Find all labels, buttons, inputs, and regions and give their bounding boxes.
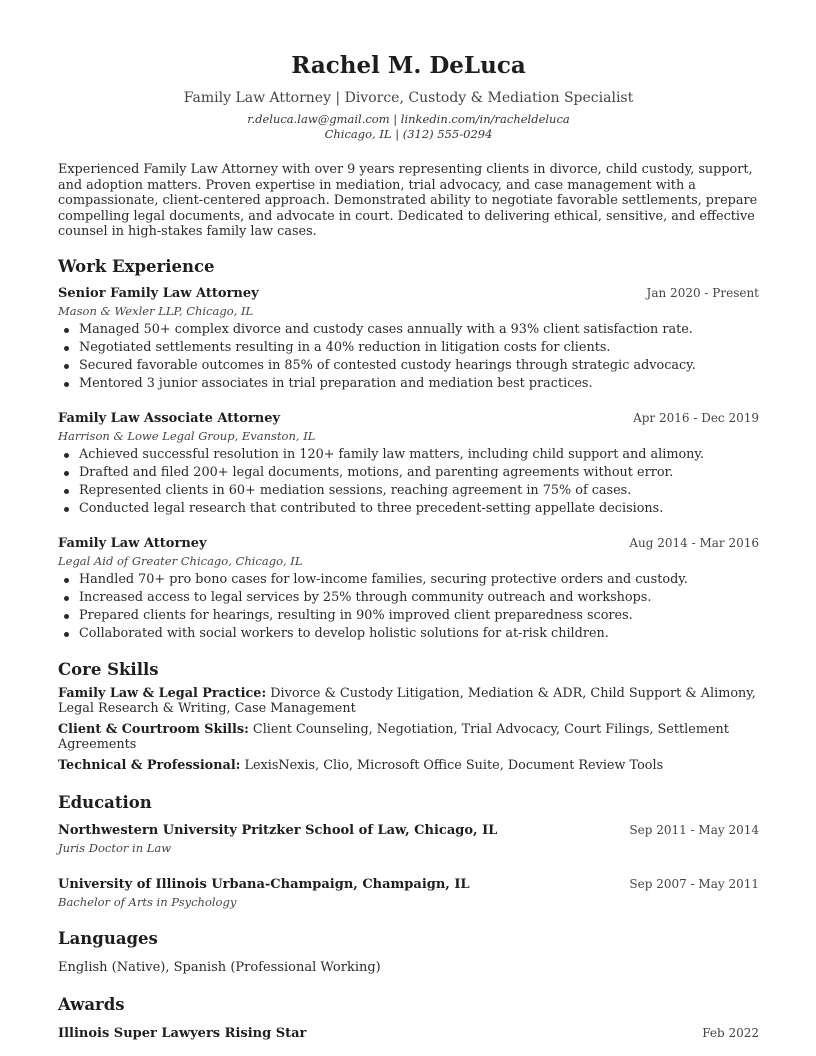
skill-category xyxy=(58,722,759,753)
skill-category-value: Client Counseling, Negotiation, Trial Advocacy, Court Filings, Settlement Agreements xyxy=(58,721,729,752)
languages-section xyxy=(58,928,759,977)
section-title-skills: Core Skills xyxy=(58,659,159,679)
education-dates: Sep 2011 - May 2014 xyxy=(629,823,759,837)
bullet-item: Increased access to legal services by 25% through community outreach and workshops. xyxy=(79,589,759,607)
resume-header xyxy=(58,50,759,142)
languages-text: English (Native), Spanish (Professional Working) xyxy=(58,960,381,975)
contact-email-linkedin: r.deluca.law@gmail.com | linkedin.com/in/racheldeluca xyxy=(247,112,570,126)
section-title-awards: Awards xyxy=(58,995,125,1014)
education-dates: Sep 2007 - May 2011 xyxy=(629,877,759,891)
award-date: Feb 2022 xyxy=(702,1026,759,1040)
education-section xyxy=(58,792,759,911)
job-bullets xyxy=(58,571,759,643)
bullet-item: Secured favorable outcomes in 85% of contested custody hearings through strategic advocacy. xyxy=(79,357,759,375)
job-entry xyxy=(58,534,759,643)
education-entry xyxy=(58,875,759,911)
skill-category xyxy=(58,758,759,774)
bullet-item: Negotiated settlements resulting in a 40% reduction in litigation costs for clients. xyxy=(79,339,759,357)
job-bullets xyxy=(58,446,759,518)
job-dates: Apr 2016 - Dec 2019 xyxy=(633,410,759,425)
section-title-languages: Languages xyxy=(58,929,158,948)
section-title-education: Education xyxy=(58,793,152,812)
experience-section xyxy=(58,256,759,643)
skill-category-label: Family Law & Legal Practice: xyxy=(58,685,267,701)
job-dates: Jan 2020 - Present xyxy=(646,285,759,300)
school-name: Northwestern University Pritzker School of Law, Chicago, IL xyxy=(58,823,498,838)
skill-category-value: Divorce & Custody Litigation, Mediation & ADR, Child Support & Alimony, Legal Research & Writing, Case Management xyxy=(58,685,756,716)
award-name: Illinois Super Lawyers Rising Star xyxy=(58,1026,307,1041)
job-entry xyxy=(58,409,759,518)
skill-category-label: Technical & Professional: xyxy=(58,757,241,773)
job-dates: Aug 2014 - Mar 2016 xyxy=(629,535,759,550)
bullet-item: Represented clients in 60+ mediation sessions, reaching agreement in 75% of cases. xyxy=(79,482,759,500)
bullet-item: Conducted legal research that contributed to three precedent-setting appellate decisions. xyxy=(79,500,759,518)
bullet-item: Prepared clients for hearings, resulting in 90% improved client preparedness scores. xyxy=(79,607,759,625)
section-title-experience: Work Experience xyxy=(58,256,215,276)
bullet-item: Achieved successful resolution in 120+ family law matters, including child support and alimony. xyxy=(79,446,759,464)
job-entry xyxy=(58,284,759,393)
contact-location-phone: Chicago, IL | (312) 555-0294 xyxy=(324,127,493,141)
job-title: Family Law Associate Attorney xyxy=(58,410,281,426)
skill-category-value: LexisNexis, Clio, Microsoft Office Suite, Document Review Tools xyxy=(244,757,664,773)
degree: Juris Doctor in Law xyxy=(58,841,172,855)
job-company: Legal Aid of Greater Chicago, Chicago, IL xyxy=(58,553,303,568)
candidate-name: Rachel M. DeLuca xyxy=(291,52,526,79)
job-bullets xyxy=(58,321,759,393)
school-name: University of Illinois Urbana-Champaign, Champaign, IL xyxy=(58,877,470,892)
bullet-item: Drafted and filed 200+ legal documents, motions, and parenting agreements without error. xyxy=(79,464,759,482)
education-entry xyxy=(58,821,759,857)
skill-category-label: Client & Courtroom Skills: xyxy=(58,721,249,737)
resume-page xyxy=(58,50,759,1043)
job-title: Senior Family Law Attorney xyxy=(58,285,259,301)
bullet-item: Mentored 3 junior associates in trial preparation and mediation best practices. xyxy=(79,375,759,393)
bullet-item: Collaborated with social workers to develop holistic solutions for at-risk children. xyxy=(79,625,759,643)
bullet-item: Managed 50+ complex divorce and custody cases annually with a 93% client satisfaction rate. xyxy=(79,321,759,339)
job-company: Harrison & Lowe Legal Group, Evanston, IL xyxy=(58,428,316,443)
job-company: Mason & Wexler LLP, Chicago, IL xyxy=(58,303,254,318)
skill-category xyxy=(58,686,759,717)
skills-section xyxy=(58,659,759,774)
awards-section xyxy=(58,994,759,1043)
professional-summary: Experienced Family Law Attorney with over 9 years representing clients in divorce, child custody, support, and adoption matters. Proven expertise in mediation, trial advocacy, and case management with a compassionate, client-centered approach. Demonstrated ability to negotiate favorable settlements, prepare compelling legal documents, and advocate in court. Dedicated to delivering ethical, sensitive, and effective counsel in high-stakes family law cases. xyxy=(58,162,758,239)
professional-tagline: Family Law Attorney | Divorce, Custody & Mediation Specialist xyxy=(183,90,634,106)
degree: Bachelor of Arts in Psychology xyxy=(58,895,237,909)
award-entry xyxy=(58,1024,759,1043)
bullet-item: Handled 70+ pro bono cases for low-income families, securing protective orders and custody. xyxy=(79,571,759,589)
job-title: Family Law Attorney xyxy=(58,535,207,551)
